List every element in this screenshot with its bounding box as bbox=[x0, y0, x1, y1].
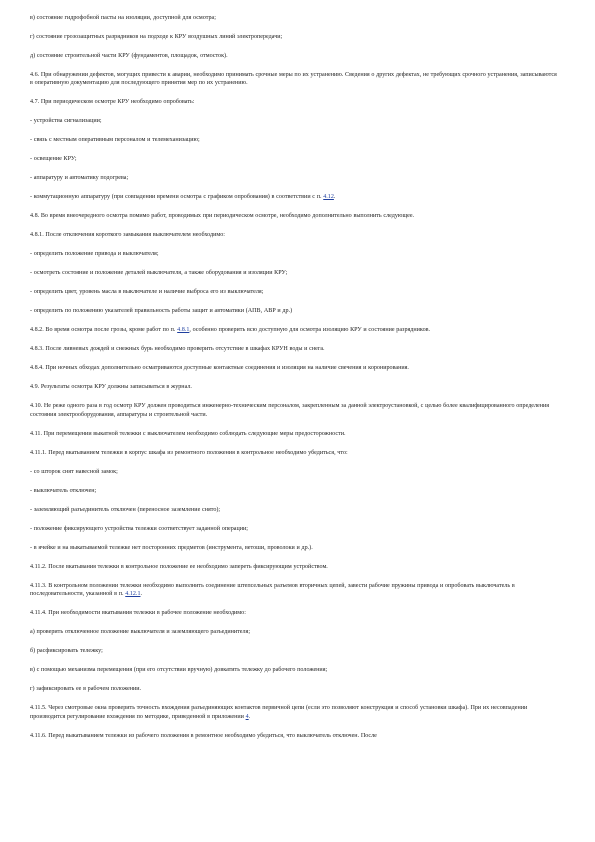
paragraph bbox=[30, 609, 557, 617]
paragraph-text: 4.6. При обнаружении дефектов, могущих привести к аварии, необходимо принимать срочные меры по их устранению. Сведения о других дефектах, не требующих срочного устранения, записываются в оперативную документацию для последующего принятия мер по их устранению. bbox=[30, 72, 557, 87]
paragraph-text: 4.11.1. Перед вкатыванием тележки в корпус шкафа из ремонтного положения в контрольное необходимо убедиться, что: bbox=[30, 449, 348, 456]
paragraph-text: - устройства сигнализации; bbox=[30, 118, 102, 125]
paragraph bbox=[30, 525, 557, 533]
paragraph-text: д) состояние строительной части КРУ (фундаментов, площадок, отмосток). bbox=[30, 53, 228, 59]
paragraph bbox=[30, 307, 557, 315]
paragraph-text: 4.8.1. После отключения короткого замыкания выключателем необходимо: bbox=[30, 232, 225, 239]
paragraph bbox=[30, 71, 557, 88]
paragraph bbox=[30, 544, 557, 552]
paragraph-text: - заземляющий разъединитель отключен (переносное заземление снято); bbox=[30, 506, 221, 513]
paragraph-text-tail: , особенно проверить всю доступную для осмотра изоляцию КРУ и состояние разрядников. bbox=[189, 327, 431, 334]
paragraph bbox=[30, 704, 557, 721]
paragraph-text: - со шторок снят навесной замок; bbox=[30, 468, 118, 475]
paragraph bbox=[30, 212, 557, 220]
paragraph-text-tail: . bbox=[140, 591, 143, 598]
paragraph bbox=[30, 364, 557, 372]
section-reference-link[interactable]: 4.8.1 bbox=[177, 327, 190, 334]
paragraph-text: 4.11.2. После вкатывания тележки в контрольное положение ее необходимо запереть фиксирующим устройством. bbox=[30, 563, 328, 570]
paragraph-text: 4.10. Не реже одного раза в год осмотр КРУ должен проводиться инженерно-техническим персоналом, закрепленным за данной электроустановкой, с целью более квалифицированного определения состояния электрооборудования, аппаратуры и строительной части. bbox=[30, 403, 550, 418]
paragraph bbox=[30, 288, 557, 296]
document-body bbox=[30, 14, 557, 740]
paragraph bbox=[30, 33, 557, 41]
paragraph bbox=[30, 628, 557, 636]
paragraph-text: а) проверить отключенное положение выключателя и заземляющего разъединителя; bbox=[30, 629, 251, 636]
paragraph bbox=[30, 174, 557, 182]
paragraph-text: - выключатель отключен; bbox=[30, 487, 97, 494]
paragraph-text: - положение фиксирующего устройства тележки соответствует заданной операции; bbox=[30, 525, 248, 532]
paragraph bbox=[30, 563, 557, 571]
paragraph bbox=[30, 52, 557, 60]
section-reference-link[interactable]: 4.12 bbox=[323, 194, 334, 201]
paragraph-text: г) зафиксировать ее в рабочем положении. bbox=[30, 686, 142, 693]
paragraph-text: б) расфиксировать тележку; bbox=[30, 648, 103, 655]
section-reference-link[interactable]: 4 bbox=[245, 713, 249, 720]
paragraph-text: - коммутационную аппаратуру (при совпадении времени осмотра с графиком опробования) в соответствии с п. bbox=[30, 194, 324, 201]
paragraph-text: г) состояние грозозащитных разрядников на подходе к КРУ воздушных линий электропередачи; bbox=[30, 34, 283, 40]
paragraph-text: - определить цвет, уровень масла в выключателе и наличие выброса его из выключателя; bbox=[30, 289, 264, 296]
paragraph-text: - определить по положению указателей правильность работы защит и автоматики (АПВ, АВР и др.) bbox=[30, 308, 293, 315]
paragraph bbox=[30, 98, 557, 106]
paragraph-text: 4.11.4. При необходимости вкатывания тележки в рабочее положение необходимо: bbox=[30, 610, 246, 617]
paragraph bbox=[30, 250, 557, 258]
paragraph-text: 4.11.3. В контрольном положении тележки необходимо выполнить соединение штепсельных разъемов вторичных цепей, завести рабочие пружины привода и опробовать выключатель в последовательности, указанной в п. bbox=[30, 582, 515, 598]
paragraph-text: 4.11.6. Перед выкатыванием тележки из рабочего положения в ремонтное необходимо убедиться, что выключатель отключен. После bbox=[30, 732, 377, 739]
paragraph bbox=[30, 487, 557, 495]
paragraph-text: - аппаратуру и автоматику подогрева; bbox=[30, 175, 129, 182]
paragraph bbox=[30, 155, 557, 163]
paragraph-text: - освещение КРУ; bbox=[30, 156, 77, 163]
paragraph-text: - в ячейке и на выкатываемой тележке нет посторонних предметов (инструмента, ветоши, проволоки и др.). bbox=[30, 544, 313, 551]
paragraph-text: - определить положение привода и выключателя; bbox=[30, 251, 159, 258]
paragraph bbox=[30, 326, 557, 334]
paragraph-text: 4.8.2. Во время осмотра после грозы, кроме работ по п. bbox=[30, 327, 178, 334]
paragraph bbox=[30, 582, 557, 599]
paragraph-text: 4.11.5. Через смотровые окна проверить точность вхождения разъединяющих контактов первичной цепи (если это позволяют конструкция и способ установки шкафа). При их несовпадении производится регулирование вхождения по методике, приведенной в приложении bbox=[30, 705, 528, 720]
paragraph-text: - связь с местным оперативным персоналом и телемеханизацию; bbox=[30, 137, 200, 144]
paragraph bbox=[30, 449, 557, 457]
paragraph bbox=[30, 136, 557, 144]
paragraph bbox=[30, 468, 557, 476]
paragraph bbox=[30, 117, 557, 125]
paragraph bbox=[30, 430, 557, 438]
paragraph bbox=[30, 506, 557, 514]
paragraph-text-tail: . bbox=[333, 194, 336, 201]
paragraph-text: 4.7. При периодическом осмотре КРУ необходимо опробовать: bbox=[30, 99, 195, 106]
paragraph bbox=[30, 685, 557, 693]
paragraph bbox=[30, 14, 557, 22]
paragraph-text: 4.9. Результаты осмотра КРУ должны записываться в журнал. bbox=[30, 384, 192, 391]
section-reference-link[interactable]: 4.12.1 bbox=[125, 591, 141, 598]
paragraph bbox=[30, 732, 557, 740]
paragraph-text: в) с помощью механизма перемещения (при его отсутствии вручную) довкатить тележку до рабочего положения; bbox=[30, 667, 328, 674]
paragraph bbox=[30, 383, 557, 391]
paragraph bbox=[30, 231, 557, 239]
paragraph bbox=[30, 345, 557, 353]
paragraph bbox=[30, 402, 557, 419]
paragraph-text: - осмотреть состояние и положение деталей выключателя, а также оборудования и изоляции КРУ; bbox=[30, 270, 288, 277]
paragraph bbox=[30, 269, 557, 277]
paragraph bbox=[30, 647, 557, 655]
paragraph bbox=[30, 193, 557, 201]
paragraph-text-tail: . bbox=[248, 713, 251, 720]
paragraph-text: 4.8.3. После ливневых дождей и снежных бурь необходимо проверить отсутствие в шкафах КРУН воды и снега. bbox=[30, 346, 325, 353]
paragraph-text: 4.8. Во время внеочередного осмотра помимо работ, проводимых при периодическом осмотре, необходимо дополнительно выполнить следующее. bbox=[30, 213, 415, 220]
paragraph bbox=[30, 666, 557, 674]
paragraph-text: 4.11. При перемещении выкатной тележки с выключателем необходимо соблюдать следующие меры предосторожности. bbox=[30, 430, 346, 437]
paragraph-text: 4.8.4. При ночных обходах дополнительно осматриваются доступные контактные соединения и изоляция на наличие свечения и коронирования. bbox=[30, 365, 409, 372]
paragraph-text: в) состояние гидрофобной пасты на изоляции, доступной для осмотра; bbox=[30, 15, 216, 21]
